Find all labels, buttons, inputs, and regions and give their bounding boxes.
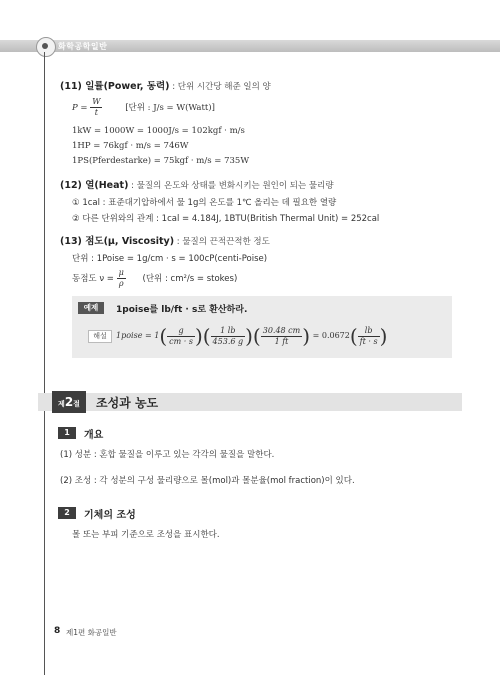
power-line-3: 1PS(Pferdestarke) = 75kgf · m/s = 735W bbox=[72, 156, 250, 166]
power-line-2: 1HP = 76kgf · m/s = 746W bbox=[72, 141, 189, 151]
footer-text: 제1편 화공일반 bbox=[66, 628, 117, 637]
viscosity-description: : 물질의 끈적끈적한 정도 bbox=[174, 237, 270, 247]
kinematic-fraction-den: ρ bbox=[118, 279, 124, 288]
kinematic-unit: (단위 : cm²/s = stokes) bbox=[142, 274, 238, 284]
power-line-1: 1kW = 1000W = 1000J/s = 102kgf · m/s bbox=[72, 126, 245, 136]
solution-result: = 0.0672 bbox=[312, 331, 350, 340]
power-formula-lhs: P = bbox=[72, 103, 88, 113]
power-heading bbox=[60, 78, 271, 92]
f4-num: lb bbox=[358, 326, 380, 337]
emblem-dot-icon bbox=[42, 43, 48, 49]
example-question: 1poise를 lb/ft · s로 환산하라. bbox=[116, 305, 248, 315]
section-badge bbox=[52, 391, 86, 413]
f3-num: 30.48 cm bbox=[262, 325, 301, 335]
solution-fraction-1 bbox=[167, 326, 195, 347]
f4-den: ft · s bbox=[359, 336, 378, 346]
f2-num: 1 lb bbox=[211, 326, 246, 337]
heat-heading-label: (12) 열(Heat) bbox=[60, 180, 129, 191]
solution-fraction-3 bbox=[261, 326, 303, 347]
viscosity-heading-label: (13) 점도(μ, Viscosity) bbox=[60, 236, 175, 247]
solution-equation: 1poise = 1( $\frac{g}{cm \cdot s}$ )( $\frac{1 lb}{453.6 g}$ )( $\frac{30.48 cm}{1 ft}$ ) = 0.0672( $\frac{lb}{ft \cdot s}$ ) bbox=[116, 324, 388, 348]
solution-fraction-2 bbox=[211, 326, 246, 347]
heat-heading bbox=[60, 177, 334, 191]
solution-fraction-4 bbox=[358, 326, 380, 347]
section-title: 조성과 농도 bbox=[96, 396, 159, 410]
power-formula-unit: [단위 : J/s = W(Watt)] bbox=[125, 103, 215, 113]
solution-tag: 해설 bbox=[88, 330, 112, 343]
kinematic-viscosity-formula bbox=[72, 268, 237, 289]
page-number: 8 bbox=[54, 626, 61, 636]
kinematic-label: 동점도 ν = bbox=[72, 274, 114, 284]
viscosity-heading bbox=[60, 233, 270, 247]
solution-lhs: 1poise = 1 bbox=[116, 331, 160, 340]
subsection-1-title: 개요 bbox=[84, 430, 104, 441]
power-description: : 단위 시간당 해준 일의 양 bbox=[169, 82, 271, 92]
heat-item-2: ② 다른 단위와의 관계 : 1cal = 4.184J, 1BTU(British Thermal Unit) = 252cal bbox=[72, 214, 380, 224]
f1-den: cm · s bbox=[169, 336, 193, 346]
f1-num: g bbox=[167, 326, 195, 337]
kinematic-fraction bbox=[117, 268, 126, 289]
subsection-2-badge: 2 bbox=[58, 507, 76, 519]
power-fraction-den: t bbox=[94, 108, 98, 117]
f3-den: 1 ft bbox=[274, 336, 289, 346]
sub2-line: 몰 또는 부피 기준으로 조성을 표시한다. bbox=[72, 530, 220, 540]
margin-rule bbox=[44, 52, 45, 675]
subsection-1-badge: 1 bbox=[58, 427, 76, 439]
kinematic-fraction-num: μ bbox=[118, 268, 124, 277]
power-heading-label: (11) 일률(Power, 동력) bbox=[60, 81, 170, 92]
running-header-title: 화학공학일반 bbox=[58, 42, 108, 51]
subsection-2-title: 기체의 조성 bbox=[84, 510, 136, 521]
sub1-line-1: (1) 성분 : 혼합 물질을 이루고 있는 각각의 물질을 말한다. bbox=[60, 450, 275, 460]
section-badge-num: 2 bbox=[64, 395, 74, 409]
section-badge-pre: 제 bbox=[58, 400, 65, 408]
viscosity-unit-line: 단위 : 1Poise = 1g/cm · s = 100cP(centi-Poise) bbox=[72, 254, 268, 264]
section-badge-post: 절 bbox=[73, 400, 80, 408]
power-formula bbox=[72, 97, 215, 118]
sub1-line-2: (2) 조성 : 각 성분의 구성 물리량으로 몰(mol)과 몰분율(mol fraction)이 있다. bbox=[60, 476, 355, 486]
example-tag: 예제 bbox=[78, 302, 104, 314]
power-fraction-num: W bbox=[92, 97, 101, 106]
heat-item-1: ① 1cal : 표준대기압하에서 물 1g의 온도를 1℃ 올리는 데 필요한 열량 bbox=[72, 198, 337, 208]
heat-description: : 물질의 온도와 상태를 변화시키는 원인이 되는 물리량 bbox=[128, 181, 334, 191]
f2-den: 453.6 g bbox=[212, 336, 244, 346]
power-fraction bbox=[90, 97, 102, 118]
